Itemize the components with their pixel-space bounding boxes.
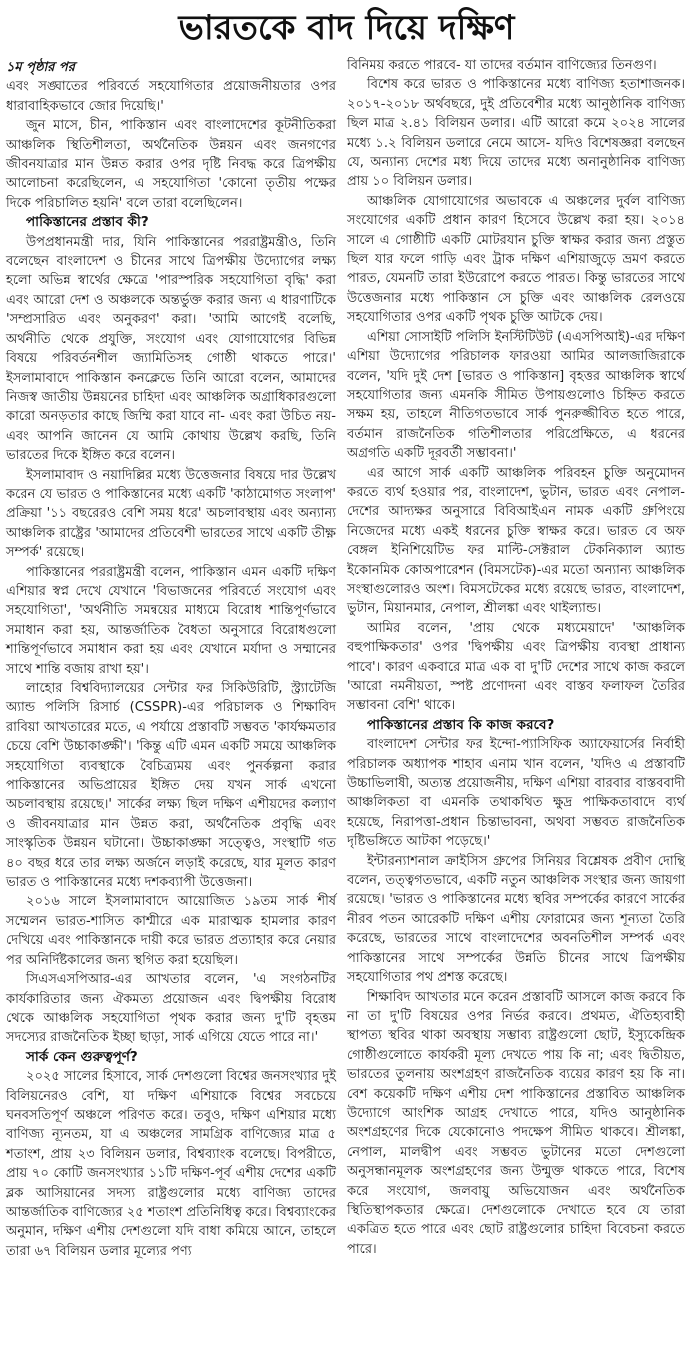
paragraph: শিক্ষাবিদ আখতার মনে করেন প্রস্তাবটি আসলে কাজ করবে কি না তা দু'টি বিষয়ের ওপর নির্ভর করবে। প্রথমত, ঐতিহ্যবাহী স্থাপত্য স্থবির থাকা অবস্থায় সম্ভাব্য রাষ্ট্রগুলো ছোট, ইস্যুকেন্দ্রিক গোষ্ঠীগুলোতে কার্যকরী মূল্য দেখতে পায় কি না; এবং দ্বিতীয়ত, ভারতের তুলনায় অংশগ্রহণ রাজনৈতিক ব্যয়ের কারণ হয় কি না। বেশ কয়েকটি দক্ষিণ এশীয় দেশ পাকিস্তানের প্রস্তাবিত আঞ্চলিক উদ্যোগে আংশিক আগ্রহ দেখাতে পারে, যদিও আনুষ্ঠানিক অংশগ্রহণের দিকে যেকোনোও পদক্ষেপ সীমিত থাকবে। শ্রীলঙ্কা, নেপাল, মালদ্বীপ এবং সম্ভবত ভুটানের মতো দেশগুলো অনুসন্ধানমূলক অংশগ্রহণের জন্য উন্মুক্ত থাকতে পারে, বিশেষ করে সংযোগ, জলবায়ু অভিযোজন এবং অর্থনৈতিক স্থিতিস্থাপকতার ক্ষেত্রে। দেশগুলোকে দেখাতে হবে যে তারা একত্রিত হতে পারে এবং ছোট রাষ্ট্রগুলোর চাহিদা বিবেচনা করতে পারে। — [347, 989, 685, 1257]
subheading: সার্ক কেন গুরুত্বপূর্ণ? — [26, 1048, 138, 1065]
article-column-right — [347, 56, 685, 1259]
paragraph: উপপ্রধানমন্ত্রী দার, যিনি পাকিস্তানের পররাষ্ট্রমন্ত্রীও, তিনি বলেছেন বাংলাদেশ ও চীনের সাথে ত্রিপক্ষীয় উদ্যোগের লক্ষ্য হলো অভিন্ন স্বার্থের ক্ষেত্রে 'পারস্পরিক সহযোগিতা বৃদ্ধি' করা এবং আরো দেশ ও অঞ্চলকে অন্তর্ভুক্ত করার জন্য এ ধারণাটিকে 'সম্প্রসারিত এবং অনুকরণ' করা। 'আমি আগেই বলেছি, অর্থনীতি থেকে প্রযুক্তি, সংযোগ এবং যোগাযোগের বিভিন্ন বিষয়ে পরিবর্তনশীল জ্যামিতিসহ গোষ্ঠী থাকতে পারে।' ইসলামাবাদে পাকিস্তান কনক্লেভে তিনি আরো বলেন, আমাদের নিজস্ব জাতীয় উন্নয়নের চাহিদা এবং আঞ্চলিক অগ্রাধিকারগুলো কারো অনড়তার কাছে জিম্মি করা যাবে না- এবং করা উচিত নয়- এবং আপনি জানেন যে আমি কোথায় উল্লেখ করছি, তিনি ভারতের দিকে ইঙ্গিত করে বলেন। — [6, 234, 336, 464]
paragraph: বিনিময় করতে পারবে- যা তাদের বর্তমান বাণিজ্যের তিনগুণ। — [347, 58, 657, 73]
paragraph: এবং সঙ্ঘাতের পরিবর্তে সহযোগিতার প্রয়োজনীয়তার ওপর ধারাবাহিকভাবে জোর দিয়েছি।' — [6, 79, 336, 114]
headline: ভারতকে বাদ দিয়ে দক্ষিণ — [178, 8, 515, 48]
paragraph: ইন্টারন্যাশনাল ক্রাইসিস গ্রুপের সিনিয়র বিশ্লেষক প্রবীণ দোন্থি বলেন, তত্ত্বগতভাবে, একটি নতুন আঞ্চলিক সংস্থার জন্য জায়গা রয়েছে। 'ভারত ও পাকিস্তানের মধ্যে স্থবির সম্পর্কের কারণে সার্কের নীরব পতন আরেকটি দক্ষিণ এশীয় ফোরামের জন্য শূন্যতা তৈরি করেছে, ভারতের সাথে বাংলাদেশের অবনতিশীল সম্পর্ক এবং পাকিস্তানের সাথে সম্পর্কের উন্নতি চীনের সাথে ত্রিপক্ষীয় সহযোগিতার পথ প্রশস্ত করেছে। — [347, 853, 685, 986]
paragraph: আঞ্চলিক যোগাযোগের অভাবকে এ অঞ্চলের দুর্বল বাণিজ্য সংযোগের একটি প্রধান কারণ হিসেবে উল্লেখ করা হয়। ২০১৪ সালে এ গোষ্ঠীটি একটি মোটরযান চুক্তি স্বাক্ষর করার জন্য প্রস্তুত ছিল যার ফলে গাড়ি এবং ট্রাক দক্ষিণ এশিয়াজুড়ে ভ্রমণ করতে পারত, যেমনটি তারা ইউরোপে করতে পারত। কিন্তু ভারতের সাথে উত্তেজনার মধ্যে পাকিস্তান সে চুক্তি এবং আঞ্চলিক রেলওয়ে সহযোগিতার ওপর একটি পৃথক চুক্তি আটকে দেয়। — [347, 193, 685, 326]
paragraph: এশিয়া সোসাইটি পলিসি ইনস্টিটিউট (এএসপিআই)-এর দক্ষিণ এশিয়া উদ্যোগের পরিচালক ফারওয়া আমির আলজাজিরাকে বলেন, 'যদি দুই দেশ [ভারত ও পাকিস্তান] বৃহত্তর আঞ্চলিক স্বার্থে সহযোগিতার জন্য এমনকি সীমিত উপায়গুলোও চিহ্নিত করতে সক্ষম হয়, তাহলে নীতিগতভাবে সার্ক পুনরুজ্জীবিত হতে পারে, বর্তমান রাজনৈতিক গতিশীলতার পরিপ্রেক্ষিতে, এ ধরনের অগ্রগতি একটি দূরবর্তী সম্ভাবনা।' — [347, 329, 685, 462]
paragraph: বিশেষ করে ভারত ও পাকিস্তানের মধ্যে বাণিজ্য হতাশাজনক। ২০১৭-২০১৮ অর্থবছরে, দুই প্রতিবেশীর মধ্যে আনুষ্ঠানিক বাণিজ্য ছিল মাত্র ২.৪১ বিলিয়ন ডলার। এটি আরো কমে ২০২৪ সালের মধ্যে ১.২ বিলিয়ন ডলারে নেমে আসে- যদিও বিশেষজ্ঞরা বলছেন যে, অন্যান্য দেশের মধ্য দিয়ে তাদের মধ্যে অনানুষ্ঠানিক বাণিজ্য প্রায় ১০ বিলিয়ন ডলার। — [347, 77, 685, 190]
paragraph: ২০১৬ সালে ইসলামাবাদে আয়োজিত ১৯তম সার্ক শীর্ষ সম্মেলন ভারত-শাসিত কাশ্মীরে এক মারাত্মক হামলার কারণ দেখিয়ে এবং পাকিস্তানকে দায়ী করে ভারত প্রত্যাহার করে নেয়ার পর অনির্দিষ্টকালের জন্য স্থগিত করা হয়েছিল। — [6, 894, 336, 968]
paragraph: জুন মাসে, চীন, পাকিস্তান এবং বাংলাদেশের কূটনীতিকরা আঞ্চলিক স্থিতিশীলতা, অর্থনৈতিক উন্নয়ন এবং জনগণের জীবনযাত্রার মান উন্নত করার ওপর দৃষ্টি নিবদ্ধ করে ত্রিপক্ষীয় আলোচনা করেছিলেন, এ সহযোগিতা 'কোনো তৃতীয় পক্ষের দিকে পরিচালিত হয়নি' বলে তারা বলেছিলেন। — [6, 118, 336, 211]
subheading: পাকিস্তানের প্রস্তাব কি কাজ করবে? — [367, 716, 555, 733]
paragraph: ইসলামাবাদ ও নয়াদিল্লির মধ্যে উত্তেজনার বিষয়ে দার উল্লেখ করেন যে ভারত ও পাকিস্তানের মধ্যে একটি 'কাঠামোগত সংলাপ' প্রক্রিয়া '১১ বছরেরও বেশি সময় ধরে' অচলাবস্থায় এবং অন্যান্য আঞ্চলিক রাষ্ট্রের 'আমাদের প্রতিবেশী ভারতের সাথে একটি তীক্ষ্ণ সম্পর্ক' রয়েছে। — [6, 467, 336, 561]
paragraph: ২০২৫ সালের হিসাবে, সার্ক দেশগুলো বিশ্বের জনসংখ্যার দুই বিলিয়নেরও বেশি, যা দক্ষিণ এশিয়াকে বিশ্বের সবচেয়ে ঘনবসতিপূর্ণ অঞ্চলে পরিণত করে। তবুও, দক্ষিণ এশিয়ার মধ্যে বাণিজ্য ন্যূনতম, যা এ অঞ্চলের সামগ্রিক বাণিজ্যের মাত্র ৫ শতাংশ, প্রায় ২৩ বিলিয়ন ডলার, বিশ্বব্যাংক বলেছে। বিপরীতে, প্রায় ৭০ কোটি জনসংখ্যার ১১টি দক্ষিণ-পূর্ব এশীয় দেশের একটি ব্লক আসিয়ানের সদস্য রাষ্ট্রগুলোর মধ্যে বাণিজ্য তাদের আন্তর্জাতিক বাণিজ্যের ২৫ শতাংশ প্রতিনিধিত্ব করে। বিশ্বব্যাংকের অনুমান, দক্ষিণ এশীয় দেশগুলো যদি বাধা কমিয়ে আনে, তাহলে তারা ৬৭ বিলিয়ন ডলার মূল্যের পণ্য — [6, 1069, 336, 1259]
subheading: পাকিস্তানের প্রস্তাব কী? — [26, 214, 149, 231]
paragraph: আমির বলেন, 'প্রায় থেকে মধ্যমেয়াদে' 'আঞ্চলিক বহুপাক্ষিকতার' ওপর 'দ্বিপক্ষীয় এবং ত্রিপক্ষীয় ব্যবস্থা প্রাধান্য পাবে'। কারণ একবারে মাত্র এক বা দু'টি দেশের সাথে কাজ করলে 'আরো নমনীয়তা, স্পষ্ট প্রণোদনা এবং বাস্তব ফলাফল তৈরির সম্ভাবনা বেশি' থাকে। — [347, 620, 685, 714]
paragraph: এর আগে সার্ক একটি আঞ্চলিক পরিবহন চুক্তি অনুমোদন করতে ব্যর্থ হওয়ার পর, বাংলাদেশ, ভুটান, ভারত এবং নেপাল- দেশের আদ্যক্ষর অনুসারে বিবিআইএন নামক একটি গ্রুপিংয়ে নিজেদের মধ্যে একই ধরনের চুক্তি স্বাক্ষর করে। ভারত বে অফ বেঙ্গল ইনিশিয়েটিভ ফর মাল্টি-সেক্টরাল টেকনিক্যাল অ্যান্ড ইকোনমিক কোঅপারেশন (বিমসটেক)-এর মতো অন্যান্য আঞ্চলিক সংস্থাগুলোরও অংশ। বিমসটেকের মধ্যে রয়েছে ভারত, বাংলাদেশ, ভুটান, মিয়ানমার, নেপাল, শ্রীলঙ্কা এবং থাইল্যান্ড। — [347, 465, 685, 617]
paragraph: সিএসএসপিআর-এর আখতার বলেন, 'এ সংগঠনটির কার্যকারিতার জন্য ঐকমত্য প্রয়োজন এবং দ্বিপক্ষীয় বিরোধ থেকে আঞ্চলিক সহযোগিতা পৃথক করার জন্য দু'টি বৃহত্তম সদস্যের রাজনৈতিক ইচ্ছা ছাড়া, সার্ক এগিয়ে যেতে পারে না।' — [6, 972, 336, 1046]
article-column-left — [6, 58, 336, 1261]
paragraph: পাকিস্তানের পররাষ্ট্রমন্ত্রী বলেন, পাকিস্তান এমন একটি দক্ষিণ এশিয়ার স্বপ্ন দেখে যেখানে 'বিভাজনের পরিবর্তে সংযোগ এবং সহযোগিতা', 'অর্থনীতি সমন্বয়ের মাধ্যমে বিরোধ শান্তিপূর্ণভাবে সমাধান করা হয়, আন্তর্জাতিক বৈধতা অনুসারে বিরোধগুলো শান্তিপূর্ণভাবে সমাধান করা হয় এবং যেখানে মর্যাদা ও সম্মানের সাথে শান্তি বজায় রাখা হয়'। — [6, 564, 336, 677]
continuation-label: ১ম পৃষ্ঠার পর — [6, 60, 75, 75]
paragraph: বাংলাদেশ সেন্টার ফর ইন্দো-প্যাসিফিক অ্যাফেয়ার্সের নির্বাহী পরিচালক অধ্যাপক শাহাব এনাম খান বলেন, 'যদিও এ প্রস্তাবটি উচ্চাভিলাষী, অত্যন্ত প্রয়োজনীয়, দক্ষিণ এশিয়া বারবার বাস্তববাদী আঞ্চলিকতা বা এমনকি তথাকথিত ক্ষুদ্র পাক্ষিকতাবাদে ব্যর্থ হয়েছে, নিরাপত্তা-প্রধান চিন্তাভাবনা, অথবা সম্ভবত রাজনৈতিক দৃষ্টিভঙ্গিতে আটকা পড়েছে।' — [347, 737, 685, 850]
paragraph: লাহোর বিশ্ববিদ্যালয়ের সেন্টার ফর সিকিউরিটি, স্ট্র্যাটেজি অ্যান্ড পলিসি রিসার্চ (CSSPR)-এর পরিচালক ও শিক্ষাবিদ রাবিয়া আখতারের মতে, এ পর্যায়ে প্রস্তাবটি সম্ভবত 'কার্যক্ষমতার চেয়ে বেশি উচ্চাকাঙ্ক্ষী'। 'কিন্তু এটি এমন একটি সময়ে আঞ্চলিক সহযোগিতা ব্যবস্থাকে বৈচিত্র্যময় এবং পুনর্কল্পনা করার পাকিস্তানের অভিপ্রায়ের ইঙ্গিত দেয় যখন সার্ক এখনো অচলাবস্থায় রয়েছে।' সার্কের লক্ষ্য ছিল দক্ষিণ এশীয়দের কল্যাণ ও জীবনযাত্রার মান উন্নত করা, অর্থনৈতিক প্রবৃদ্ধি এবং সাংস্কৃতিক উন্নয়ন ঘটানো। উচ্চাকাঙ্ক্ষা সত্ত্বেও, সংস্থাটি গত ৪০ বছর ধরে তার লক্ষ্য অর্জনে লড়াই করেছে, যার মূলত কারণ ভারত ও পাকিস্তানের মধ্যে দশকব্যাপী উত্তেজনা। — [6, 681, 336, 891]
